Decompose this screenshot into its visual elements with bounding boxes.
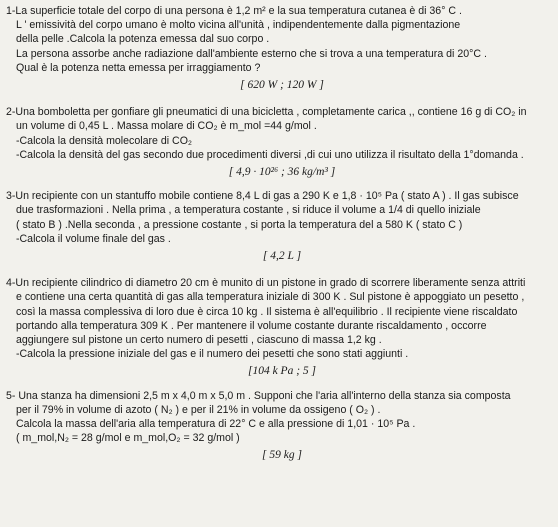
problem-4: [6, 276, 558, 378]
problem-2-line-1: 2-Una bomboletta per gonfiare gli pneumatici di una bicicletta , completamente carica ,, contiene 16 g di CO₂ in: [6, 106, 527, 119]
problem-3-line-4: -Calcola il volume finale del gas .: [16, 232, 171, 245]
problem-4-line-4: portando alla temperatura 309 K . Per mantenere il volume costante durante riscaldamento , occorre: [16, 319, 487, 332]
problem-3-answer: [ 4,2 L ]: [262, 250, 302, 263]
problem-1-line-5: Qual è la potenza netta emessa per irraggiamento ?: [16, 61, 261, 74]
problem-1-answer: [ 620 W ; 120 W ]: [240, 79, 324, 92]
problem-1: [6, 4, 558, 92]
problem-2-line-3: -Calcola la densità molecolare di CO₂: [16, 134, 193, 147]
problem-4-answer: [104 k Pa ; 5 ]: [247, 365, 317, 378]
problem-5-answer: [ 59 kg ]: [262, 449, 302, 462]
problem-5-line-3: Calcola la massa dell'aria alla temperatura di 22° C e alla pressione di 1,01 · 10⁵ Pa .: [16, 418, 416, 431]
problem-4-line-2: e contiene una certa quantità di gas alla temperatura iniziale di 300 K . Sul pistone è appoggiato un pesetto ,: [16, 291, 525, 304]
problem-2: [6, 105, 558, 179]
problem-4-line-3: così la massa complessiva di loro due è circa 10 kg . Il sistema è all'equilibrio . Il recipiente viene riscaldato: [16, 305, 518, 318]
problem-2-line-2: un volume di 0,45 L . Massa molare di CO₂ è m_mol =44 g/mol .: [16, 120, 317, 133]
problem-3: [6, 189, 558, 263]
problem-2-answer: [ 4,9 · 10²⁶ ; 36 kg/m³ ]: [228, 166, 336, 179]
problem-4-line-6: -Calcola la pressione iniziale del gas e il numero dei pesetti che sono stati aggiunti .: [16, 348, 409, 361]
problem-3-line-3: ( stato B ) .Nella seconda , a pressione costante , si porta la temperatura del a 580 K ( stato C ): [16, 218, 463, 231]
problem-1-line-2: L ' emissività del corpo umano è molto vicina all'unità , indipendentemente dalla pigmentazione: [16, 19, 461, 32]
problem-4-line-5: aggiungere sul pistone un certo numero di pesetti , ciascuno di massa 1,2 kg .: [16, 334, 382, 347]
problem-3-line-1: 3-Un recipiente con un stantuffo mobile contiene 8,4 L di gas a 290 K e 1,8 · 10⁵ Pa ( stato A ) . Il gas subisce: [6, 190, 519, 203]
problem-3-line-2: due trasformazioni . Nella prima , a temperatura costante , si riduce il volume a 1/4 di quello iniziale: [16, 204, 481, 217]
problem-5: [6, 389, 558, 463]
problem-2-line-4: -Calcola la densità del gas secondo due procedimenti diversi ,di cui uno utilizza il risultato della 1°domanda .: [16, 148, 524, 161]
problem-1-line-4: La persona assorbe anche radiazione dall'ambiente esterno che si trova a una temperatura di 20°C .: [16, 47, 487, 60]
problem-5-line-4: ( m_mol,N₂ = 28 g/mol e m_mol,O₂ = 32 g/mol ): [16, 432, 240, 445]
problem-1-line-3: della pelle .Calcola la potenza emessa dal suo corpo .: [16, 33, 270, 46]
problem-5-line-1: 5- Una stanza ha dimensioni 2,5 m x 4,0 m x 5,0 m . Supponi che l'aria all'interno della stanza sia composta: [6, 389, 511, 402]
problem-1-line-1: 1-La superficie totale del corpo di una persona è 1,2 m² e la sua temperatura cutanea è di 36° C .: [6, 5, 462, 17]
problem-4-line-1: 4-Un recipiente cilindrico di diametro 20 cm è munito di un pistone in grado di scorrere liberamente senza attriti: [6, 277, 526, 290]
problem-5-line-2: per il 79% in volume di azoto ( N₂ ) e per il 21% in volume da ossigeno ( O₂ ) .: [16, 403, 381, 416]
